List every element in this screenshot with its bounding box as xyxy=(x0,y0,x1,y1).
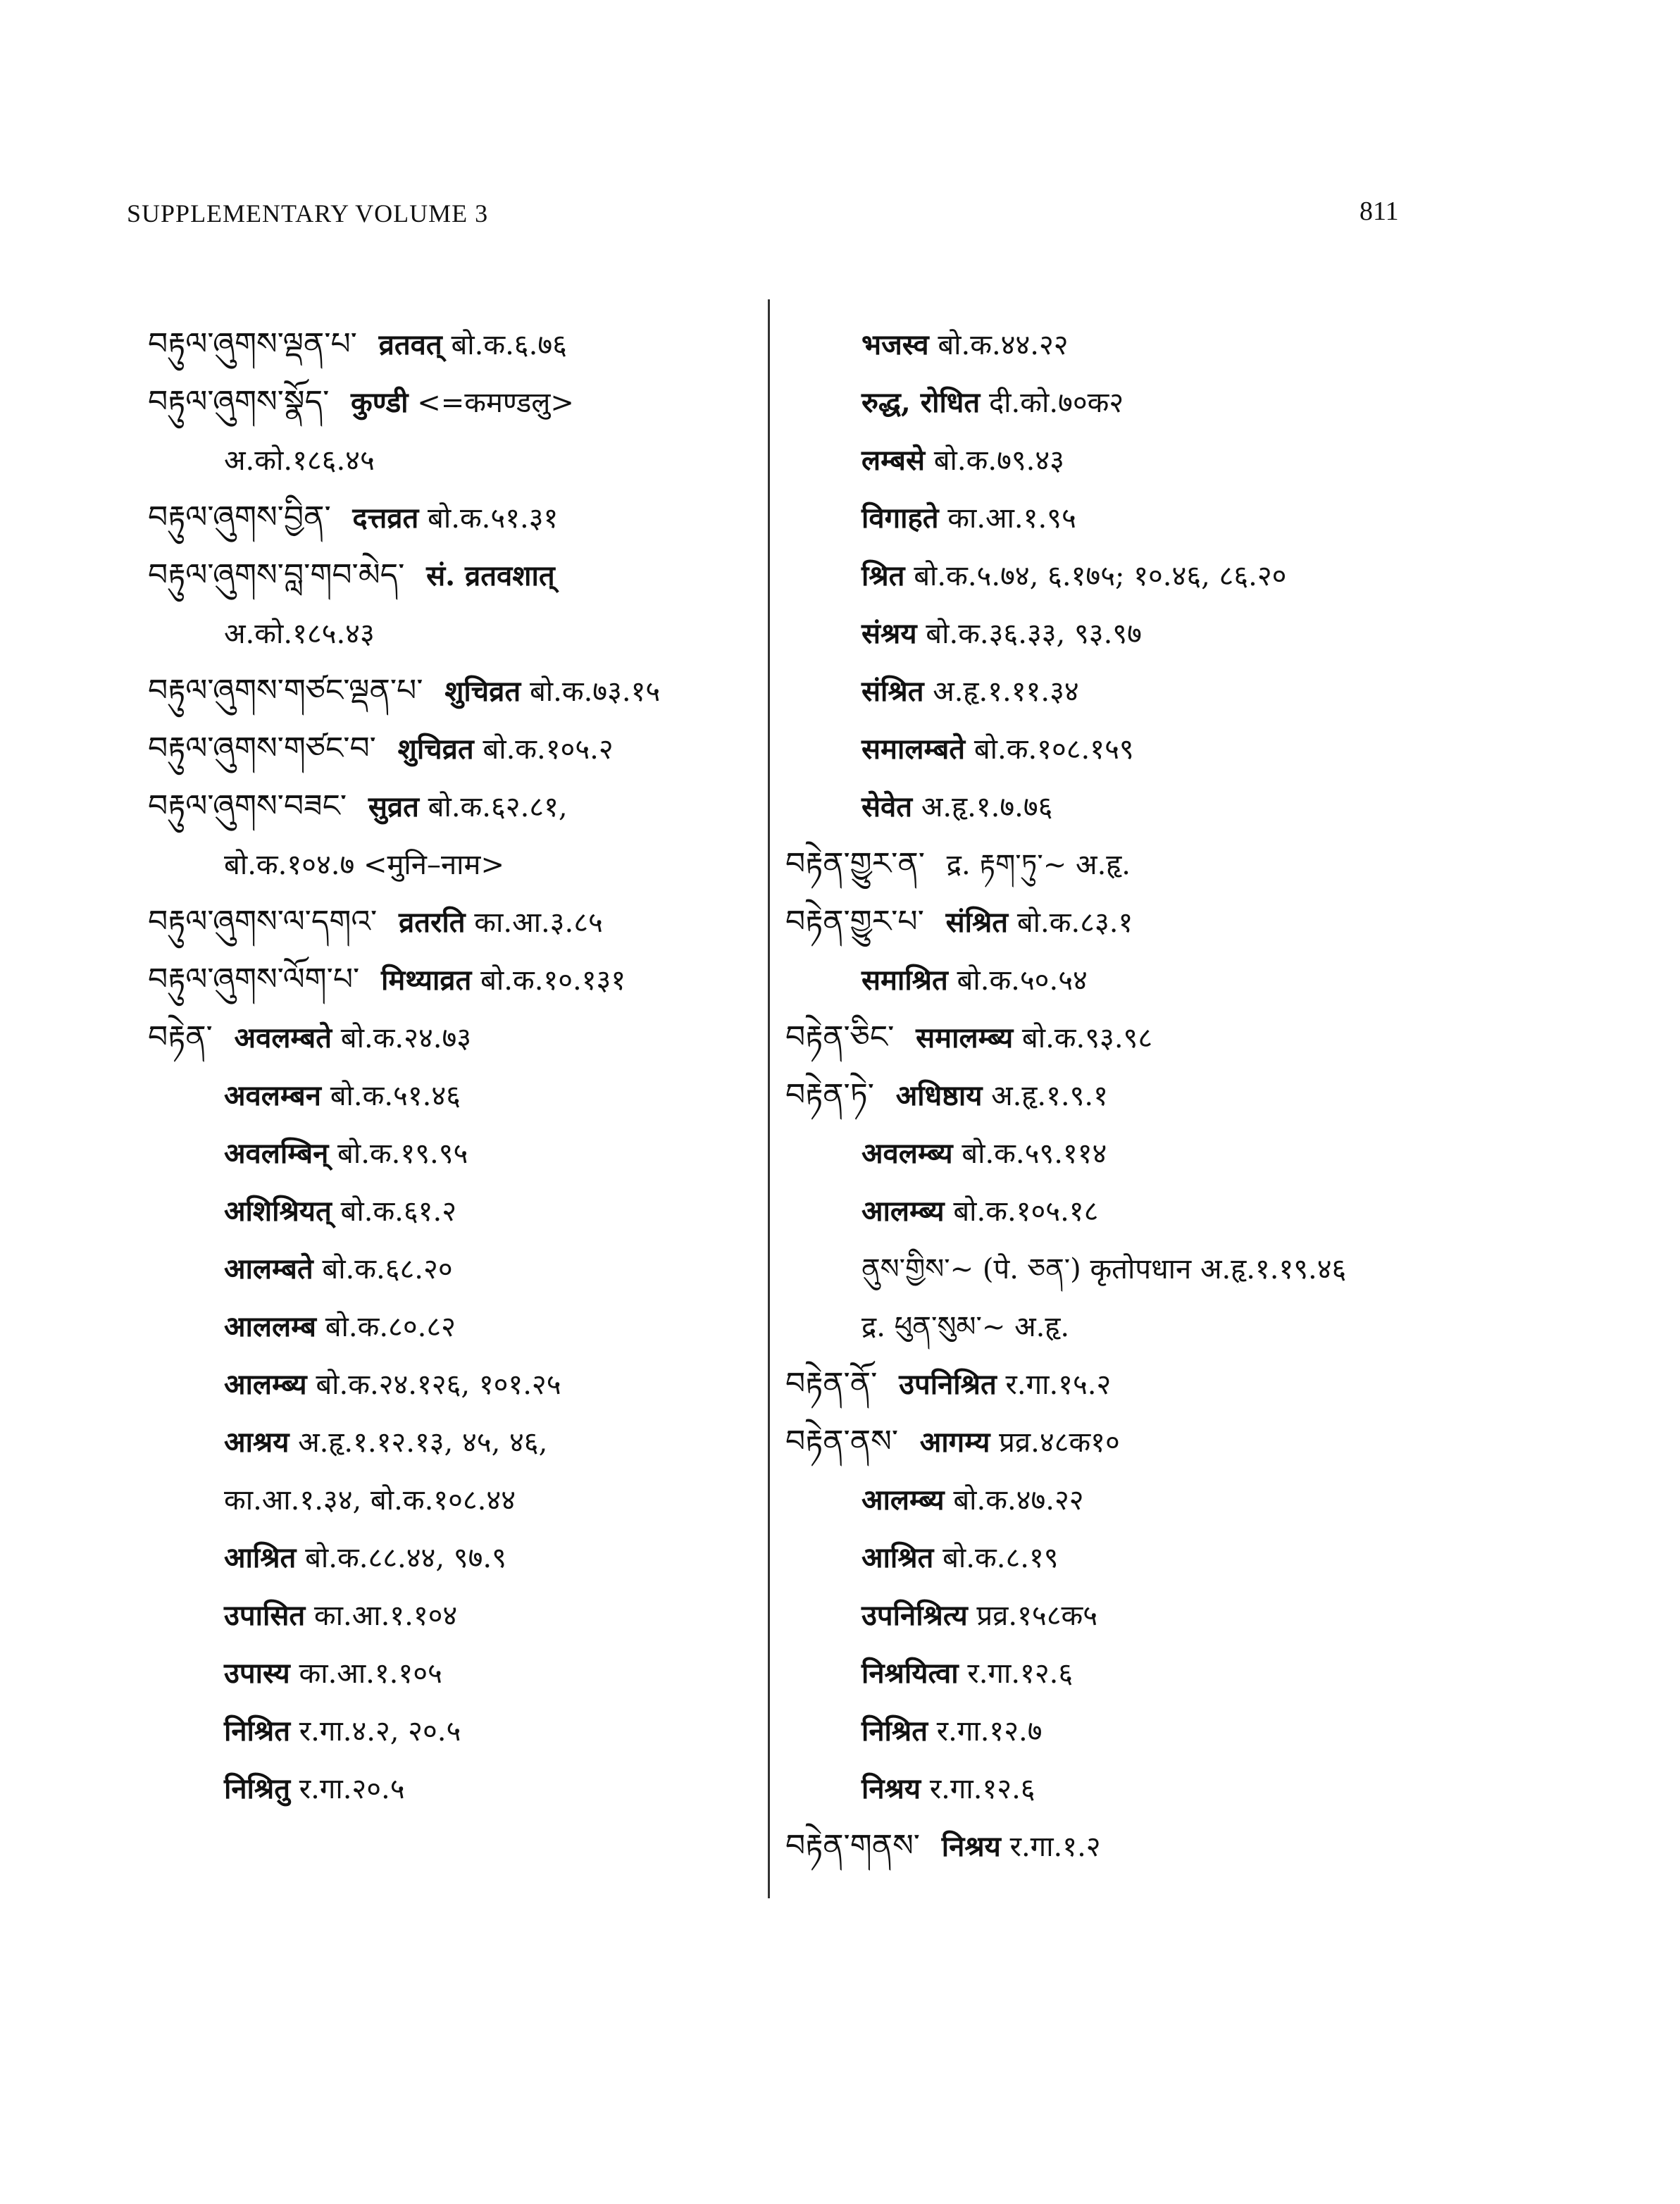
sanskrit-equivalent: कुण्डी xyxy=(351,386,409,419)
dictionary-entry xyxy=(148,835,754,893)
dictionary-entry xyxy=(148,1124,754,1182)
source-reference: बो.क.५१.४६ xyxy=(330,1080,461,1112)
source-reference: ནུས་གྱིས་~ (पे. ཅན་) कृतोपधान अ.हृ.१.१९.४६ xyxy=(861,1253,1347,1285)
sanskrit-equivalent: समालम्बते xyxy=(861,733,966,766)
dictionary-entry xyxy=(785,1240,1595,1297)
source-reference: बो.क.२४.१२६, १०१.२५ xyxy=(316,1369,561,1401)
source-reference: बो.क.५९.११४ xyxy=(962,1138,1107,1170)
dictionary-entry xyxy=(148,373,754,431)
dictionary-entry xyxy=(148,662,754,720)
sanskrit-equivalent: आलम्ब्य xyxy=(224,1368,307,1401)
dictionary-entry xyxy=(148,1760,754,1817)
tibetan-headword: བརྟུལ་ཞུགས་བླ་གབ་མེད་ xyxy=(148,557,405,593)
source-reference: बो.क.८.१९ xyxy=(942,1542,1059,1574)
sanskrit-equivalent: श्रित xyxy=(861,559,905,592)
dictionary-entry xyxy=(785,373,1595,431)
source-reference: बो.क.४४.२२ xyxy=(938,329,1069,361)
dictionary-entry xyxy=(148,1413,754,1471)
sanskrit-equivalent: अवलम्बते xyxy=(234,1021,332,1054)
dictionary-entry xyxy=(148,1297,754,1355)
tibetan-headword: བརྟུལ་ཞུགས་བཟང་ xyxy=(148,788,347,824)
sanskrit-equivalent: निश्रितु xyxy=(224,1772,291,1805)
sanskrit-equivalent: उपासित xyxy=(224,1599,306,1632)
sanskrit-equivalent: आश्रित xyxy=(224,1541,297,1574)
tibetan-headword: བརྟེན་ཅིང་ xyxy=(785,1019,895,1055)
sanskrit-equivalent: अधिष्ठाय xyxy=(895,1079,983,1112)
source-reference: बो.क.१९.९५ xyxy=(337,1138,468,1170)
tibetan-headword: བརྟུལ་ཞུགས་བྱིན་ xyxy=(148,499,331,535)
source-reference: बो.क.१०५.२ xyxy=(483,733,614,766)
dictionary-entry xyxy=(785,1355,1595,1413)
dictionary-entry xyxy=(785,1471,1595,1529)
tibetan-headword: བརྟུལ་ཞུགས་སྣོད་ xyxy=(148,384,330,420)
source-reference: बो.क.१०४.७ <मुनि–नाम> xyxy=(224,849,504,881)
dictionary-entry xyxy=(148,1240,754,1297)
sanskrit-equivalent: आलम्बते xyxy=(224,1252,313,1285)
source-reference: दी.को.७०क२ xyxy=(988,387,1124,419)
dictionary-entry xyxy=(785,1586,1595,1644)
source-reference: द्र. ཕུན་སུམ་~ अ.हृ. xyxy=(861,1311,1070,1343)
source-reference: बो.क.४७.२२ xyxy=(953,1484,1084,1517)
source-reference: बो.क.२४.७३ xyxy=(340,1022,472,1054)
source-reference: अ.हृ.१.११.३४ xyxy=(933,675,1079,708)
sanskrit-equivalent: लम्बसे xyxy=(861,444,925,477)
dictionary-entry xyxy=(785,835,1595,893)
source-reference: बो.क.६८.२० xyxy=(322,1253,453,1285)
source-reference: बो.क.९३.९८ xyxy=(1021,1022,1153,1054)
running-head: SUPPLEMENTARY VOLUME 3 xyxy=(127,199,489,228)
dictionary-entry xyxy=(148,1529,754,1586)
source-reference: र.गा.२०.५ xyxy=(299,1773,405,1805)
source-reference: बो.क.३६.३३, ९३.९७ xyxy=(926,618,1142,650)
sanskrit-equivalent: अवलम्बिन् xyxy=(224,1137,329,1170)
dictionary-entry xyxy=(785,1297,1595,1355)
dictionary-entry xyxy=(148,316,754,373)
source-reference: बो.क.१०.१३१ xyxy=(480,964,626,997)
source-reference: बो.क.१०५.१८ xyxy=(953,1195,1099,1228)
sanskrit-equivalent: शुचिव्रत xyxy=(444,675,521,708)
source-reference: र.गा.१२.६ xyxy=(967,1657,1074,1690)
sanskrit-equivalent: उपनिश्रित xyxy=(899,1368,997,1401)
sanskrit-equivalent: अवलम्ब्य xyxy=(861,1137,953,1170)
dictionary-entry xyxy=(148,1066,754,1124)
sanskrit-equivalent: सं. व्रतवशात् xyxy=(426,559,555,592)
dictionary-entry xyxy=(148,720,754,778)
dictionary-entry xyxy=(785,893,1595,951)
dictionary-entry xyxy=(785,1702,1595,1760)
sanskrit-equivalent: रुद्ध, रोधित xyxy=(861,386,981,419)
source-reference: बो.क.५.७४, ६.१७५; १०.४६, ८६.२० xyxy=(914,560,1287,592)
sanskrit-equivalent: समाश्रित xyxy=(861,964,948,997)
sanskrit-equivalent: भजस्व xyxy=(861,328,929,361)
sanskrit-equivalent: निश्रित xyxy=(861,1714,928,1748)
dictionary-entry xyxy=(785,951,1595,1009)
source-reference: बो.क.५१.३१ xyxy=(428,502,559,535)
sanskrit-equivalent: आश्रय xyxy=(224,1426,290,1459)
source-reference: अ.हृ.१.१२.१३, ४५, ४६, xyxy=(298,1426,548,1459)
source-reference: बो.क.६२.८१, xyxy=(428,791,568,823)
sanskrit-equivalent: शुचिव्रत xyxy=(397,733,474,766)
dictionary-entry xyxy=(148,1702,754,1760)
source-reference: का.आ.३.८५ xyxy=(474,907,603,939)
source-reference: अ.हृ.१.९.१ xyxy=(991,1080,1108,1112)
dictionary-entry xyxy=(148,778,754,835)
tibetan-headword: བརྟུལ་ཞུགས་ལོག་པ་ xyxy=(148,961,360,997)
tibetan-headword: བརྟེན་ནོ་ xyxy=(785,1366,878,1402)
sanskrit-equivalent: निश्रयित्वा xyxy=(861,1657,959,1690)
sanskrit-equivalent: मिथ्याव्रत xyxy=(381,964,472,997)
dictionary-entry xyxy=(148,431,754,489)
source-reference: बो.क.८०.८२ xyxy=(325,1311,456,1343)
sanskrit-equivalent: निश्रय xyxy=(861,1772,921,1805)
dictionary-entry xyxy=(148,1586,754,1644)
source-reference: बो.क.७३.१५ xyxy=(529,675,661,708)
dictionary-entry xyxy=(785,778,1595,835)
dictionary-entry xyxy=(785,1182,1595,1240)
source-reference: र.गा.१२.६ xyxy=(929,1773,1035,1805)
source-reference: का.आ.१.९५ xyxy=(947,502,1076,535)
tibetan-headword: བརྟེན་ནས་ xyxy=(785,1424,899,1459)
source-reference: अ.हृ.१.७.७६ xyxy=(921,791,1053,823)
dictionary-entry xyxy=(785,604,1595,662)
page-number: 811 xyxy=(1359,197,1399,226)
source-reference: प्रव्र.१५८क५ xyxy=(976,1600,1098,1632)
sanskrit-equivalent: अवलम्बन xyxy=(224,1079,321,1112)
dictionary-entry xyxy=(785,720,1595,778)
dictionary-entry xyxy=(785,1817,1595,1875)
source-reference: <=कमण्डलु> xyxy=(417,387,574,419)
sanskrit-equivalent: संश्रित xyxy=(861,675,924,708)
sanskrit-equivalent: संश्रित xyxy=(945,906,1009,939)
sanskrit-equivalent: सुव्रत xyxy=(368,790,419,823)
tibetan-headword: བརྟེན་ཏེ་ xyxy=(785,1077,875,1113)
source-reference: प्रव्र.४८क१० xyxy=(999,1426,1120,1459)
dictionary-entry xyxy=(785,1760,1595,1817)
dictionary-entry xyxy=(785,1529,1595,1586)
sanskrit-equivalent: दत्तव्रत xyxy=(352,502,419,535)
sanskrit-equivalent: संश्रय xyxy=(861,617,917,650)
dictionary-entry xyxy=(785,547,1595,604)
dictionary-entry xyxy=(148,951,754,1009)
sanskrit-equivalent: उपास्य xyxy=(224,1657,290,1690)
source-reference: र.गा.१५.२ xyxy=(1005,1369,1112,1401)
source-reference: अ.को.१८५.४३ xyxy=(224,618,375,650)
dictionary-entry xyxy=(785,1413,1595,1471)
dictionary-entry xyxy=(148,547,754,604)
dictionary-entry xyxy=(148,1471,754,1529)
source-reference: बो.क.७९.४३ xyxy=(933,444,1064,477)
dictionary-entry xyxy=(785,662,1595,720)
dictionary-entry xyxy=(785,1066,1595,1124)
sanskrit-equivalent: आश्रित xyxy=(861,1541,934,1574)
dictionary-entry xyxy=(785,316,1595,373)
sanskrit-equivalent: समालम्ब्य xyxy=(916,1021,1014,1054)
source-reference: बो.क.५०.५४ xyxy=(957,964,1088,997)
dictionary-entry xyxy=(785,1009,1595,1066)
source-reference: का.आ.१.१०४ xyxy=(313,1600,458,1632)
source-reference: द्र. རྟག་ཏུ་~ अ.हृ. xyxy=(946,849,1131,881)
source-reference: बो.क.६.७६ xyxy=(451,329,567,361)
source-reference: बो.क.१०८.१५९ xyxy=(973,733,1134,766)
sanskrit-equivalent: आलम्ब्य xyxy=(861,1195,945,1228)
source-reference: का.आ.१.३४, बो.क.१०८.४४ xyxy=(224,1484,516,1517)
sanskrit-equivalent: अशिश्रियत् xyxy=(224,1195,332,1228)
column-divider xyxy=(768,299,770,1898)
source-reference: बो.क.८८.४४, ९७.९ xyxy=(305,1542,506,1574)
tibetan-headword: བརྟེན་གནས་ xyxy=(785,1828,921,1864)
sanskrit-equivalent: व्रतरति xyxy=(399,906,466,939)
dictionary-entry xyxy=(148,1009,754,1066)
dictionary-entry xyxy=(785,431,1595,489)
source-reference: अ.को.१८६.४५ xyxy=(224,444,375,477)
dictionary-entry xyxy=(148,489,754,547)
sanskrit-equivalent: सेवेत xyxy=(861,790,913,823)
dictionary-entry xyxy=(148,893,754,951)
tibetan-headword: བརྟེན་གྱུར་པ་ xyxy=(785,904,924,940)
dictionary-entry xyxy=(785,1124,1595,1182)
tibetan-headword: བརྟེན་ xyxy=(148,1019,213,1055)
tibetan-headword: བརྟུལ་ཞུགས་ལ་དགའ་ xyxy=(148,904,378,940)
source-reference: का.आ.१.१०५ xyxy=(299,1657,442,1690)
right-column xyxy=(785,316,1595,1875)
dictionary-entry xyxy=(785,1644,1595,1702)
sanskrit-equivalent: आललम्ब xyxy=(224,1310,316,1343)
dictionary-entry xyxy=(148,1182,754,1240)
source-reference: र.गा.१.२ xyxy=(1009,1831,1101,1863)
sanskrit-equivalent: उपनिश्रित्य xyxy=(861,1599,968,1632)
left-column xyxy=(148,316,754,1817)
sanskrit-equivalent: निश्रय xyxy=(941,1830,1001,1863)
source-reference: बो.क.८३.१ xyxy=(1016,907,1133,939)
source-reference: र.गा.१२.७ xyxy=(936,1715,1043,1748)
tibetan-headword: བརྟུལ་ཞུགས་ལྡན་པ་ xyxy=(148,326,357,362)
tibetan-headword: བརྟུལ་ཞུགས་གཙང་ལྡན་པ་ xyxy=(148,673,423,709)
source-reference: बो.क.६१.२ xyxy=(340,1195,456,1228)
dictionary-entry xyxy=(148,604,754,662)
dictionary-entry xyxy=(785,489,1595,547)
sanskrit-equivalent: आलम्ब्य xyxy=(861,1483,945,1517)
tibetan-headword: བརྟེན་གྱུར་ན་ xyxy=(785,846,925,882)
sanskrit-equivalent: विगाहते xyxy=(861,502,939,535)
dictionary-entry xyxy=(148,1355,754,1413)
dictionary-entry xyxy=(148,1644,754,1702)
sanskrit-equivalent: आगम्य xyxy=(919,1426,990,1459)
source-reference: र.गा.४.२, २०.५ xyxy=(299,1715,461,1748)
sanskrit-equivalent: व्रतवत् xyxy=(378,328,442,361)
tibetan-headword: བརྟུལ་ཞུགས་གཙང་བ་ xyxy=(148,730,376,766)
sanskrit-equivalent: निश्रित xyxy=(224,1714,291,1748)
